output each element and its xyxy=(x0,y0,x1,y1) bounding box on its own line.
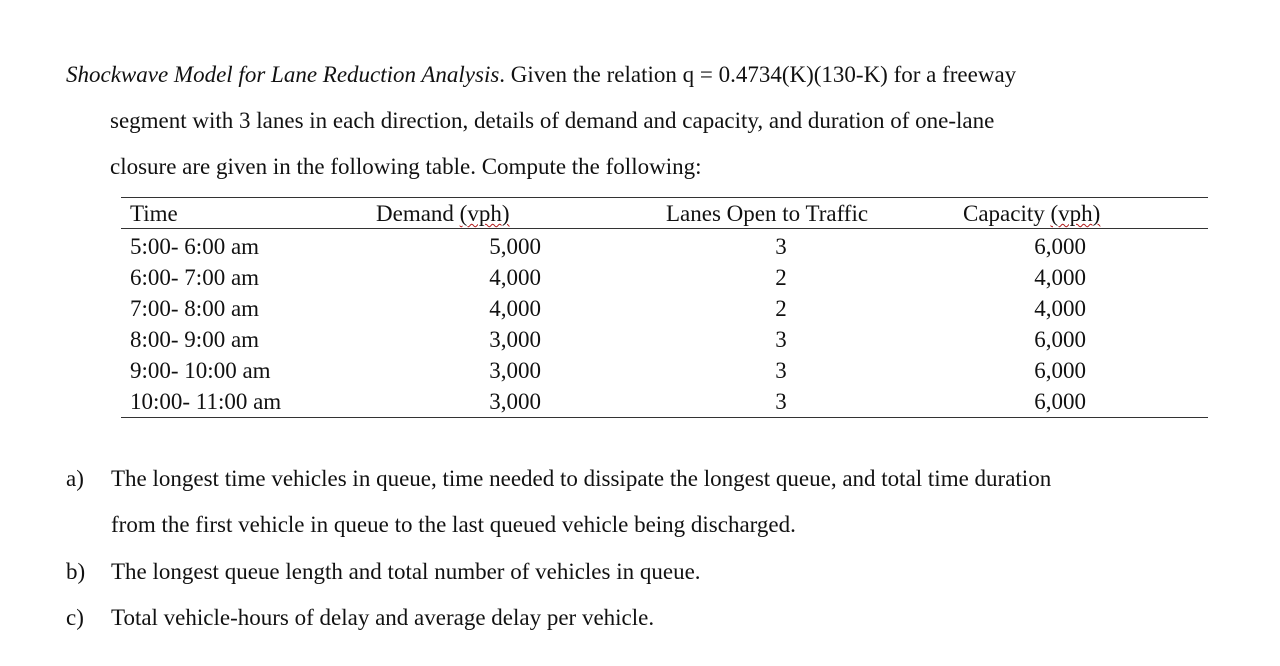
question-b-line-1: The longest queue length and total number of vehicles in queue. xyxy=(111,559,701,584)
cell-time: 10:00- 11:00 am xyxy=(130,389,282,414)
question-c-marker: c) xyxy=(66,605,84,630)
question-b-marker: b) xyxy=(66,559,86,584)
question-a-line-1: The longest time vehicles in queue, time needed to dissipate the longest queue, and total time duration xyxy=(111,466,1052,491)
header-demand xyxy=(376,200,510,228)
cell-demand: 3,000 xyxy=(489,358,541,383)
cell-lanes: 3 xyxy=(775,389,787,414)
cell-time: 6:00- 7:00 am xyxy=(130,265,260,290)
header-demand-word: Demand xyxy=(376,201,454,226)
cell-capacity: 4,000 xyxy=(1034,265,1086,290)
header-capacity-unit: (vph) xyxy=(1050,201,1101,226)
cell-lanes: 2 xyxy=(775,265,787,290)
cell-capacity: 6,000 xyxy=(1034,358,1086,383)
cell-demand: 3,000 xyxy=(489,389,541,414)
question-c-line-1: Total vehicle-hours of delay and average delay per vehicle. xyxy=(111,605,655,630)
cell-demand: 4,000 xyxy=(489,296,541,321)
header-time: Time xyxy=(130,201,178,226)
cell-capacity: 6,000 xyxy=(1034,327,1086,352)
cell-time: 9:00- 10:00 am xyxy=(130,358,271,383)
cell-lanes: 3 xyxy=(775,358,787,383)
cell-demand: 5,000 xyxy=(489,234,541,259)
cell-capacity: 4,000 xyxy=(1034,296,1086,321)
cell-time: 8:00- 9:00 am xyxy=(130,327,260,352)
cell-capacity: 6,000 xyxy=(1034,389,1086,414)
cell-capacity: 6,000 xyxy=(1034,234,1086,259)
cell-demand: 4,000 xyxy=(489,265,541,290)
header-divider xyxy=(121,228,1208,229)
intro-line-1 xyxy=(66,61,1016,89)
intro-line-2: segment with 3 lanes in each direction, details of demand and capacity, and duration of one-lane xyxy=(110,108,995,133)
demand-capacity-table xyxy=(121,197,1208,418)
question-a-marker: a) xyxy=(66,466,84,491)
intro-line-3: closure are given in the following table. Compute the following: xyxy=(110,154,702,179)
intro-line-1-text: . Given the relation q = 0.4734(K)(130-K) for a freeway xyxy=(499,62,1017,87)
cell-lanes: 2 xyxy=(775,296,787,321)
header-capacity-word: Capacity xyxy=(963,201,1045,226)
question-a-line-2: from the first vehicle in queue to the last queued vehicle being discharged. xyxy=(111,512,796,537)
cell-time: 7:00- 8:00 am xyxy=(130,296,260,321)
cell-demand: 3,000 xyxy=(489,327,541,352)
header-demand-unit: (vph) xyxy=(459,201,510,226)
header-capacity xyxy=(963,200,1100,228)
problem-title: Shockwave Model for Lane Reduction Analysis xyxy=(66,62,500,87)
cell-lanes: 3 xyxy=(775,234,787,259)
cell-time: 5:00- 6:00 am xyxy=(130,234,260,259)
header-lanes: Lanes Open to Traffic xyxy=(666,201,869,226)
cell-lanes: 3 xyxy=(775,327,787,352)
